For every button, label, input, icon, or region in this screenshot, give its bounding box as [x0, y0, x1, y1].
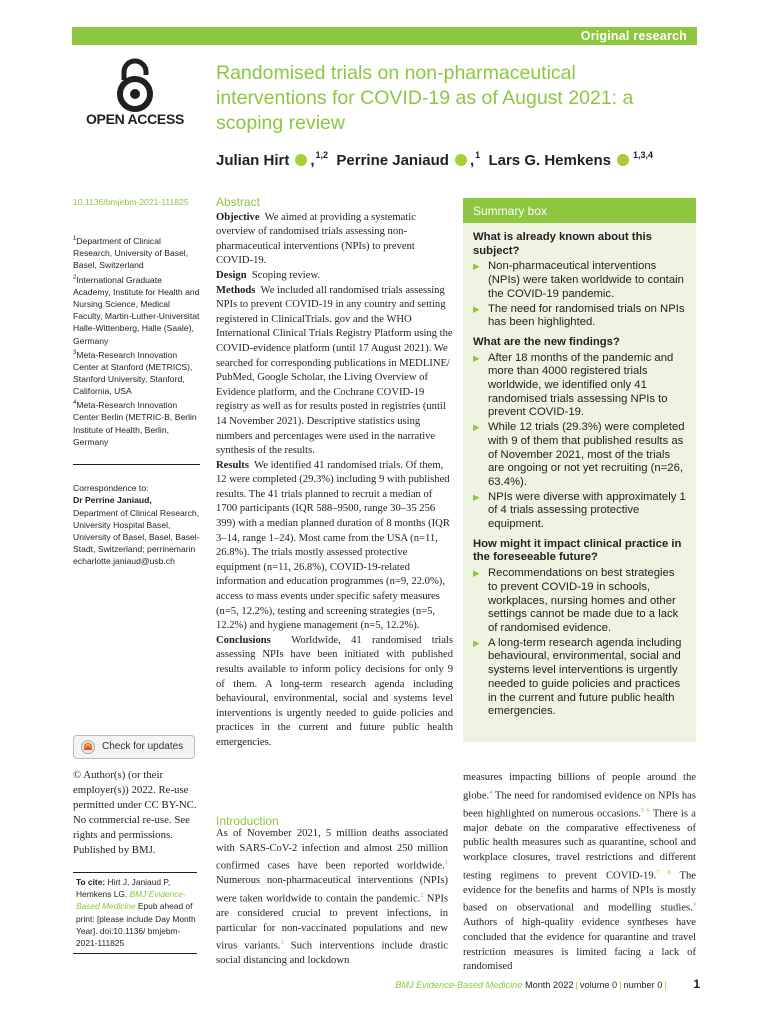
- check-for-updates-label: Check for updates: [102, 741, 184, 752]
- page-number: 1: [693, 977, 700, 991]
- abstract-conclusions: Conclusions Worldwide, 41 randomised trials assessing NPIs have been initiated with published results available to inform policy decisions for only 9 of them. A long-term research agenda including behavioural, environmental, social and systems level interventions is urgently needed to guide policies and practices in the current and future public health emergencies.: [216, 634, 453, 748]
- abstract-design: Design Scoping review.: [216, 269, 321, 281]
- copyright-notice: © Author(s) (or their employer(s)) 2022. Re-use permitted under CC BY-NC. No commercial re-use. See rights and permissions. Published by BMJ.: [73, 769, 197, 856]
- abstract-objective: Objective We aimed at providing a systematic overview of randomised trials assessing non-pharmaceutical interventions (NPIs) to prevent COVID-19.: [216, 211, 416, 267]
- reference-link[interactable]: 1: [444, 859, 448, 867]
- summary-bullet: ▶ Recommendations on best strategies to prevent COVID-19 in schools, workplaces, nursing homes and other settings cannot be made due to a lack of randomised evidence.: [473, 567, 686, 636]
- left-sidebar: [73, 196, 200, 568]
- reference-link[interactable]: 3: [280, 939, 284, 947]
- summary-bullet: ▶ A long-term research agenda including behavioural, environmental, social and systems level interventions is urgently needed to guide policies and practices in the current and future public health emergencies.: [473, 637, 686, 719]
- affiliation-item: $^2$International Graduate Academy, Institute for Health and Nursing Science, Medical Faculty, Martin-Luther-Universitat Halle-Wittenberg, Halle (Saale), Germany: [73, 274, 200, 346]
- summary-bullet: ▶ The need for randomised trials on NPIs has been highlighted.: [473, 303, 686, 330]
- author-affiliation: 1,2: [315, 150, 329, 160]
- page-footer: BMJ Evidence-Based Medicine Month 2022 | volume 0 | number 0 | 1: [395, 977, 700, 991]
- orcid-icon[interactable]: [455, 154, 467, 166]
- open-access-label: OPEN ACCESS: [85, 111, 185, 127]
- affiliations: [73, 233, 200, 448]
- introduction-paragraph: As of November 2021, 5 million deaths associated with SARS-CoV-2 infection and almost 250 million confirmed cases have been reported worldwide.$^1$ Numerous non-pharmaceutical interventions (NPIs) were taken worldwide to contain the pandemic.$^2$ NPIs are considered crucial to prevent infections, in particular for non-vaccinated populations and new virus variants.$^3$ Such interventions include drastic social distancing and lockdown: [216, 828, 449, 967]
- abstract-results: Results We identified 41 randomised trials. Of them, 12 were completed (29.3%) including 9 with published results. The 41 trials planned to recruit a median of 1700 participants (IQR 588–9500, range 30–35 256 399) with a median planned duration of 8 months (IQR 3–14, range 1–24). Most came from the USA (n=11, 26.8%). The trials mostly assessed protective equipment (n=11, 26.8%), COVID-19-related information and education programmes (n=9, 22.0%), access to mass events under specific safety measures (n=5, 12.2%), testing and screening strategies (n=5, 12.2%) and hygiene management (n=5, 12.2%).: [216, 459, 450, 632]
- citation-box: [73, 872, 197, 954]
- summary-box: [463, 198, 696, 742]
- author-name[interactable]: Perrine Janiaud: [336, 152, 449, 169]
- affiliation-item: $^1$Department of Clinical Research, University of Basel, Basel, Switzerland: [73, 236, 189, 271]
- correspondence: [73, 482, 200, 567]
- doi-link[interactable]: 10.1136/bmjebm-2021-111825: [73, 197, 189, 207]
- footer-month: Month 2022: [524, 980, 574, 990]
- orcid-icon[interactable]: [617, 154, 629, 166]
- abstract-methods: Methods We included all randomised trials assessing NPIs to prevent COVID-19 in any country and setting registered in ClinicalTrials. gov and the WHO International Clinical Trials Registry Platform using the COVID-evidence platform (until 17 August 2021). We searched for corresponding publications in MEDLINE/ PubMed, Google Scholar, the Living Overview of Evidence platform, and the Cochrane COVID-19 registry as well as for results posted in registries (until 14 November 2021). Descriptive statistics using numbers and percentages were used in the narrative synthesis of the results.: [216, 284, 453, 457]
- summary-box-heading: Summary box: [463, 198, 696, 223]
- citation-details: Epub ahead of print: [please include Day Month Year]. doi:10.1136/ bmjebm-2021-111825: [76, 901, 196, 949]
- reference-link[interactable]: 2: [420, 891, 424, 899]
- reference-link[interactable]: 5 6: [640, 806, 650, 814]
- affiliation-item: $^4$Meta-Research Innovation Center Berlin (METRIC-B, Berlin Institute of Health, Berlin, Germany: [73, 400, 197, 447]
- check-for-updates-button[interactable]: [73, 735, 195, 759]
- affiliation-item: $^3$Meta-Research Innovation Center at Stanford (METRICS), Stanford University, Stanford, California, USA: [73, 349, 193, 397]
- author-name[interactable]: Lars G. Hemkens: [488, 152, 612, 169]
- article-title: Randomised trials on non-pharmaceutical interventions for COVID-19 as of August 2021: a scoping review: [216, 62, 634, 134]
- correspondence-name: Dr Perrine Janiaud,: [73, 495, 152, 506]
- summary-question: What are the new findings?: [473, 335, 620, 348]
- correspondence-address[interactable]: Department of Clinical Research, University Hospital Basel, University of Basel, Basel, Basel-Stadt, Switzerland; perrinemarin echarlotte.janiaud@usb.ch: [73, 507, 200, 567]
- summary-bullet: ▶ After 18 months of the pandemic and more than 4000 registered trials worldwide, we identified only 41 randomised trials assessing NPIs to prevent COVID-19.: [473, 352, 686, 421]
- summary-bullet: ▶ Non-pharmaceutical interventions (NPIs) were taken worldwide to contain the COVID-19 pandemic.: [473, 260, 686, 301]
- orcid-icon[interactable]: [295, 154, 307, 166]
- author-affiliation: 1: [475, 150, 481, 160]
- body-text-column: measures impacting billions of people around the globe.$^4$ The need for randomised evidence on NPIs has been highlighted on numerous occasions.$^{5 6}$ There is a major debate on the comparative effectiveness of public health measures such as quarantine, school and workplace closures, travel restrictions and different testing regimens to prevent COVID-19.$^{7 8}$ The evidence for the benefits and harms of NPIs is mostly based on observational and modelling studies.$^9$ Authors of high-quality evidence syntheses have concluded that the evidence for quarantine and travel restriction measures is limited facing a lack of randomised: [463, 772, 697, 973]
- divider: [73, 464, 200, 465]
- check-for-updates-icon: [81, 740, 95, 754]
- citation-journal[interactable]: BMJ Evidence-Based Medicine: [76, 889, 186, 912]
- citation-label: To cite:: [76, 877, 106, 887]
- abstract: [216, 195, 453, 751]
- summary-bullet: ▶ NPIs were diverse with approximately 1 of 4 trials assessing protective equipment.: [473, 491, 686, 532]
- reference-link[interactable]: 4: [489, 788, 493, 796]
- reference-link[interactable]: 7 8: [656, 868, 671, 876]
- author-name[interactable]: Julian Hirt: [216, 152, 290, 169]
- author-affiliation: 1,3,4: [633, 150, 654, 160]
- summary-box-body: [463, 223, 696, 719]
- introduction-heading: Introduction: [216, 814, 279, 828]
- section-header-bar: [72, 27, 697, 45]
- summary-question: What is already known about this subject?: [473, 231, 652, 257]
- footer-number: number 0: [623, 980, 663, 990]
- footer-volume: volume 0: [579, 980, 618, 990]
- author-list: Julian Hirt ,$^{1,2}$ Perrine Janiaud ,$^1$ Lars G. Hemkens $^{1,3,4}$: [216, 150, 654, 169]
- citation-authors: Hirt J, Janiaud P, Hemkens LG.: [76, 877, 171, 900]
- correspondence-label: Correspondence to:: [73, 483, 149, 494]
- footer-journal: BMJ Evidence-Based Medicine: [395, 980, 523, 990]
- abstract-heading: Abstract: [216, 195, 261, 209]
- summary-question: How might it impact clinical practice in the foreseeable future?: [473, 537, 682, 564]
- reference-link[interactable]: 9: [692, 901, 696, 909]
- summary-bullet: ▶ While 12 trials (29.3%) were completed with 9 of them that published results as of November 2021, most of the trials are ongoing or not yet recruiting (n=26, 63.4%).: [473, 421, 686, 490]
- section-label: Original research: [580, 29, 687, 43]
